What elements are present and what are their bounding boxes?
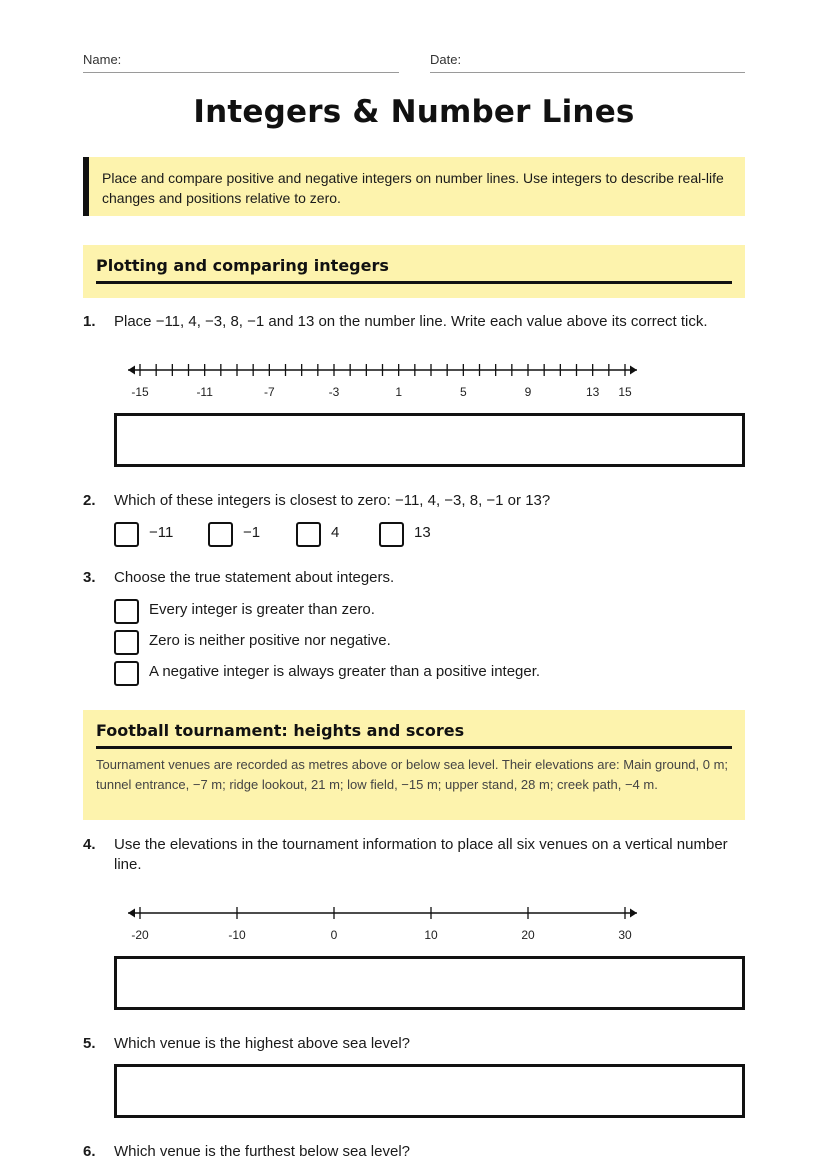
arrow-left-icon — [128, 909, 135, 918]
tick-label: -11 — [196, 385, 213, 399]
tick-label: -20 — [131, 928, 149, 942]
tick-label: 5 — [459, 385, 467, 399]
number-line-2 — [125, 901, 685, 951]
question-text: Choose the true statement about integers. — [114, 569, 395, 586]
checkbox[interactable] — [114, 522, 139, 547]
checkbox[interactable] — [114, 599, 139, 624]
arrow-right-icon — [630, 366, 637, 375]
option-label: 13 — [414, 524, 431, 541]
question-text: Which venue is the highest above sea level? — [114, 1035, 411, 1052]
question-text: Use the elevations in the tournament information to place all six venues on a vertical number line. — [114, 836, 728, 873]
tick-label: 13 — [585, 385, 600, 399]
section-title-football: Football tournament: heights and scores — [96, 710, 732, 749]
option-label: Every integer is greater than zero. — [149, 601, 375, 618]
tick-label: 1 — [395, 385, 403, 399]
question-number: 4. — [83, 836, 96, 853]
question-number: 5. — [83, 1035, 96, 1052]
question-number: 3. — [83, 569, 96, 586]
header-fields — [83, 52, 745, 74]
section-title-plotting: Plotting and comparing integers — [96, 245, 732, 284]
tick-label: -10 — [228, 928, 246, 942]
option-label: −11 — [149, 524, 174, 541]
number-line-1 — [125, 358, 685, 408]
checkbox[interactable] — [208, 522, 233, 547]
tick-label: 30 — [618, 928, 632, 942]
tick-label: 0 — [330, 928, 338, 942]
answer-box-1[interactable] — [114, 413, 745, 467]
tick-label: -15 — [131, 385, 149, 399]
tick-label: 15 — [618, 385, 632, 399]
section-plotting — [83, 245, 745, 298]
question-number: 1. — [83, 313, 96, 330]
intro-callout: Place and compare positive and negative integers on number lines. Use integers to describe real-life changes and positions relative to zero. — [83, 157, 745, 216]
option-label: Zero is neither positive nor negative. — [149, 632, 391, 649]
checkbox[interactable] — [114, 630, 139, 655]
tick-label: -3 — [328, 385, 340, 399]
question-number: 6. — [83, 1143, 96, 1160]
option-label: −1 — [243, 524, 261, 541]
page-title: Integers & Number Lines — [193, 94, 635, 130]
tick-label: 9 — [524, 385, 532, 399]
date-field[interactable] — [430, 52, 745, 73]
arrow-right-icon — [630, 909, 637, 918]
question-text: Which of these integers is closest to zero: −11, 4, −3, 8, −1 or 13? — [114, 492, 551, 509]
section-football — [83, 710, 745, 820]
option-label: A negative integer is always greater than a positive integer. — [149, 663, 541, 680]
option-label: 4 — [331, 524, 340, 541]
section-info: Tournament venues are recorded as metres above or below sea level. Their elevations are: Main ground, 0 m; tunnel entrance, −7 m; ridge lookout, 21 m; low field, −15 m; upper stand, 28 m; creek path, −4 m. — [96, 757, 729, 792]
question-text: Which venue is the furthest below sea level? — [114, 1143, 410, 1160]
question-number: 2. — [83, 492, 96, 509]
checkbox[interactable] — [114, 661, 139, 686]
date-label: Date: — [430, 52, 462, 67]
arrow-left-icon — [128, 366, 135, 375]
answer-box-5[interactable] — [114, 1064, 745, 1118]
checkbox[interactable] — [296, 522, 321, 547]
question-text: Place −11, 4, −3, 8, −1 and 13 on the number line. Write each value above its correct tick. — [114, 313, 708, 330]
tick-label: -7 — [263, 385, 275, 399]
checkbox[interactable] — [379, 522, 404, 547]
tick-label: 20 — [521, 928, 535, 942]
name-label: Name: — [83, 52, 122, 67]
answer-box-4[interactable] — [114, 956, 745, 1010]
tick-label: 10 — [424, 928, 438, 942]
name-field[interactable] — [83, 52, 399, 73]
